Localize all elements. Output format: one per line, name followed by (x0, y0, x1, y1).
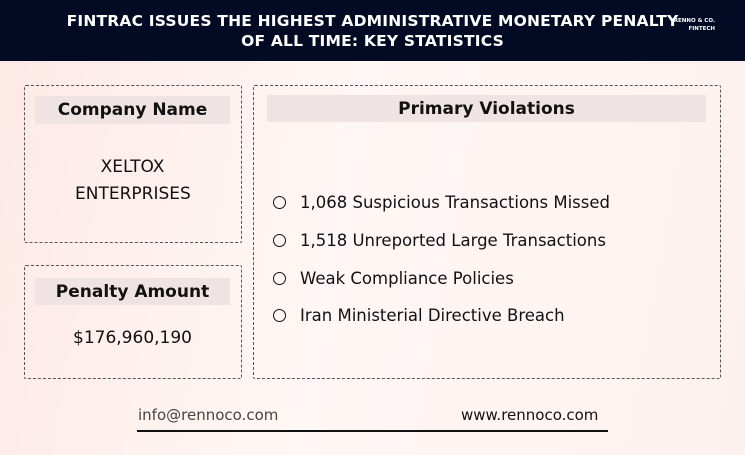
circle-bullet-icon (273, 234, 286, 247)
violations-label: Primary Violations (267, 95, 706, 122)
logo-line1: RENNO & CO. (673, 18, 715, 24)
footer-website[interactable]: www.rennoco.com (461, 406, 599, 424)
footer-email[interactable]: info@rennoco.com (138, 406, 279, 424)
circle-bullet-icon (273, 272, 286, 285)
logo-line2: FINTECH (688, 26, 715, 32)
company-label: Company Name (35, 96, 230, 124)
logo (674, 17, 715, 33)
company-value: XELTOX ENTERPRISES (75, 157, 191, 204)
penalty-value: $176,960,190 (73, 328, 192, 348)
penalty-label: Penalty Amount (35, 278, 230, 305)
violation-item (273, 193, 610, 212)
violation-text: Iran Ministerial Directive Breach (300, 306, 565, 325)
violation-text: 1,068 Suspicious Transactions Missed (300, 193, 610, 212)
violation-text: Weak Compliance Policies (300, 269, 514, 288)
footer-divider (137, 430, 608, 432)
page-title: FINTRAC ISSUES THE HIGHEST ADMINISTRATIVE MONETARY PENALTY OF ALL TIME: KEY STATISTICS (66, 12, 679, 50)
violation-text: 1,518 Unreported Large Transactions (300, 231, 606, 250)
circle-bullet-icon (273, 309, 286, 322)
violation-item (273, 231, 606, 250)
violation-item (273, 306, 565, 325)
violation-item (273, 269, 514, 288)
header (0, 0, 745, 61)
circle-bullet-icon (273, 196, 286, 209)
